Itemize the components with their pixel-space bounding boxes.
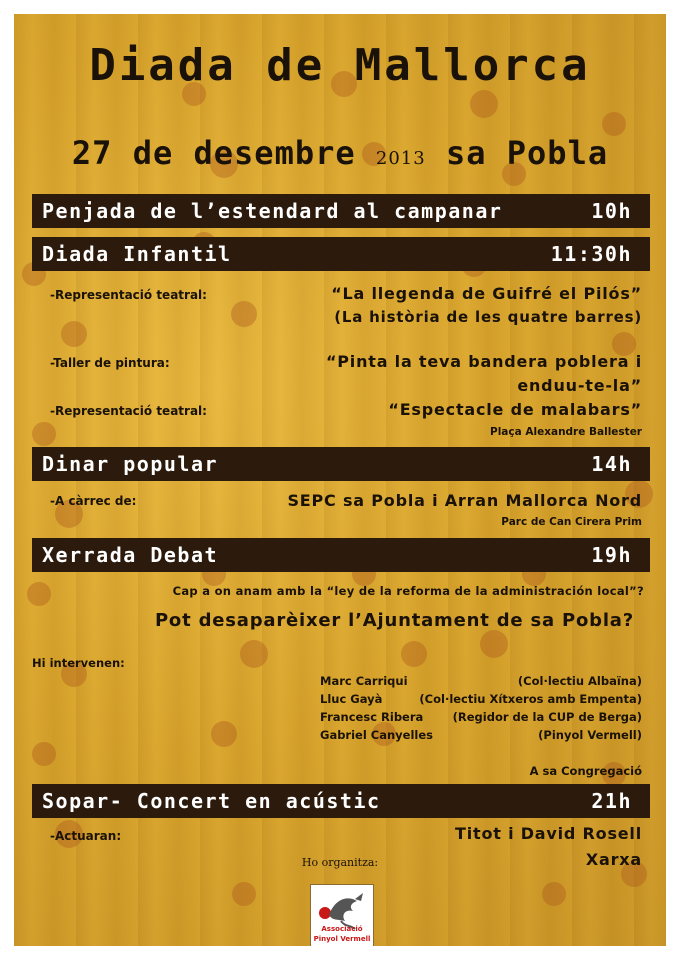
speaker-org: (Col·lectiu Albaïna) [517,674,642,688]
performer-name: Titot i David Rosell [455,824,642,843]
location-label: Parc de Can Cirera Prim [501,516,642,528]
infantil-item-3 [50,400,642,426]
logo-line-2: Pinyol Vermell [313,935,371,943]
section-title: Sopar- Concert en acústic [42,789,381,813]
item-label: -Actuaran: [50,829,122,843]
performer-name: Xarxa [585,850,642,869]
item-subtitle: (La història de les quatre barres) [334,308,642,326]
logo-line-1: Associació [321,925,363,933]
date-year: 2013 [375,148,426,169]
debate-question: Cap a on anam amb la “ley de la reforma de la administración local”? [172,584,644,598]
poster-title: Diada de Mallorca [89,40,591,91]
infantil-item-1 [50,284,642,334]
section-title: Xerrada Debat [42,543,219,567]
location-label: Plaça Alexandre Ballester [490,426,642,438]
speaker-org: (Regidor de la CUP de Berga) [452,710,642,724]
infantil-item-2 [50,352,642,400]
speaker-name: Gabriel Canyelles [320,728,434,742]
poster [14,14,666,946]
section-time: 19h [591,543,632,567]
town-name: sa Pobla [445,134,609,172]
section-bar-diada-infantil [32,237,650,271]
item-label: -Taller de pintura: [50,356,170,370]
section-time: 21h [591,789,632,813]
section-time: 11:30h [550,242,632,266]
section-title: Diada Infantil [42,242,232,266]
item-title-cont: enduu-te-la” [517,376,642,395]
item-title: “Espectacle de malabars” [388,400,642,419]
item-title: “Pinta la teva bandera poblera i [325,352,642,371]
item-label: -A càrrec de: [50,494,137,508]
section-title: Dinar popular [42,452,219,476]
item-label: -Representació teatral: [50,404,207,418]
debate-headline: Pot desaparèixer l’Ajuntament de sa Pobla? [154,610,634,631]
organizer-logo [310,884,374,946]
speakers-label: Hi intervenen: [32,656,125,670]
speaker-name: Lluc Gayà [320,692,383,706]
speaker-org: (Col·lectiu Xítxeros amb Empenta) [419,692,642,706]
section-time: 14h [591,452,632,476]
speaker-name: Marc Carriqui [320,674,408,688]
item-label: -Representació teatral: [50,288,207,302]
section-title: Penjada de l’estendard al campanar [42,199,503,223]
location-label: A sa Congregació [529,764,642,778]
organizer-label: Ho organitza: [301,856,379,869]
item-title: SEPC sa Pobla i Arran Mallorca Nord [287,491,642,510]
section-time: 10h [591,199,632,223]
section-bar-xerrada [32,538,650,572]
speaker-org: (Pinyol Vermell) [538,728,642,742]
item-title: “La llegenda de Guifré el Pilós” [331,284,642,303]
date-day: 27 de desembre [71,134,356,172]
poster-subtitle [14,134,666,172]
speaker-name: Francesc Ribera [320,710,424,724]
section-bar-dinar [32,447,650,481]
section-bar-estendard [32,194,650,228]
dinar-organizer [50,491,642,515]
section-bar-sopar [32,784,650,818]
